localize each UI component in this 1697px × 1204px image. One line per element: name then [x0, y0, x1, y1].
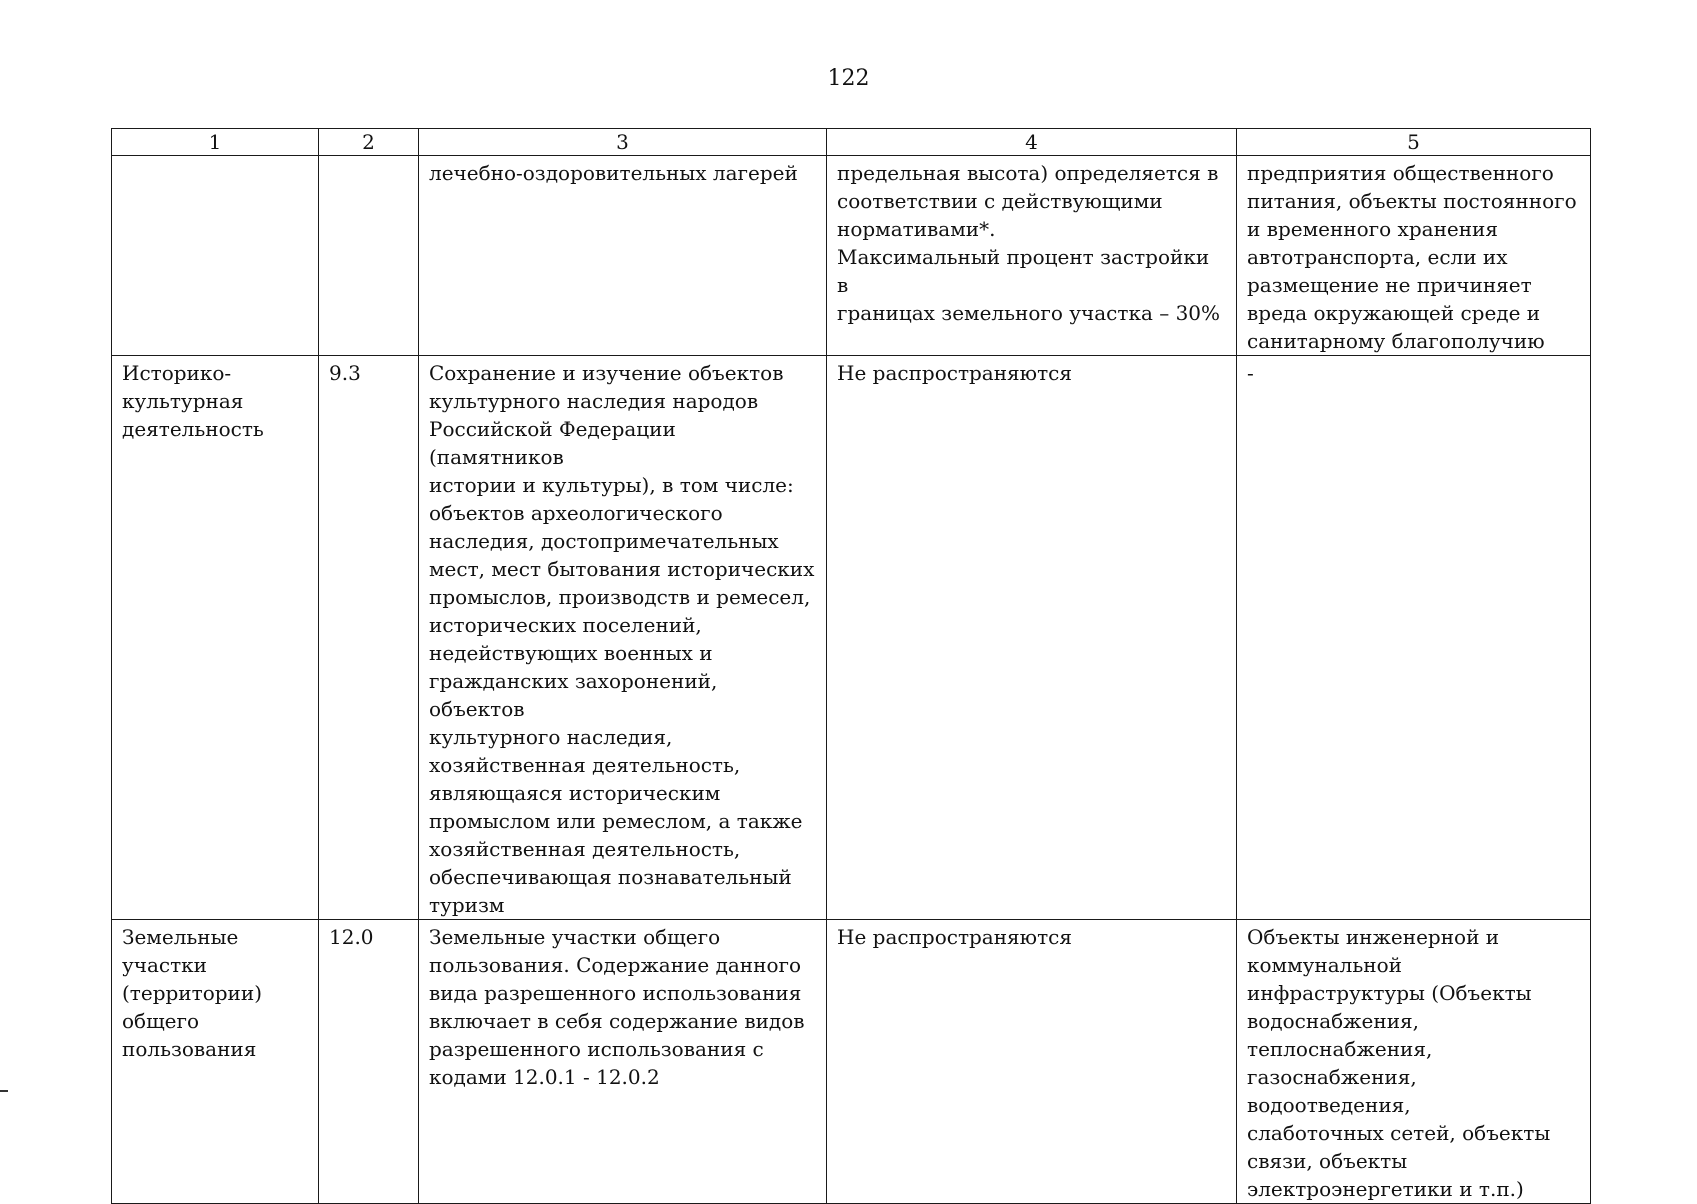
use-description-cell: Сохранение и изучение объектов культурного наследия народов Российской Федерации (памятников истории и культуры), в том числе: объектов археологического наследия, достопримечательных мест, мест бытования исторических промыслов, производств и ремесел, исторических поселений, недействующих военных и гражданских захоронений, объектов культурного наследия, хозяйственная деятельность, являющаяся историческим промыслом или ремеслом, а также хозяйственная деятельность, обеспечивающая познавательный туризм	[419, 356, 827, 920]
column-header-4: 4	[827, 129, 1237, 156]
page-number: 122	[827, 66, 870, 91]
use-name-cell: Земельные участки (территории) общего пользования	[112, 920, 319, 1204]
auxiliary-uses-cell: предприятия общественного питания, объекты постоянного и временного хранения автотранспорта, если их размещение не причиняет вреда окружающей среде и санитарному благополучию	[1237, 156, 1591, 356]
table-row	[112, 156, 1591, 356]
use-description-cell: лечебно-оздоровительных лагерей	[419, 156, 827, 356]
parameters-cell: предельная высота) определяется в соответствии с действующими нормативами*. Максимальный процент застройки в границах земельного участка – 30%	[827, 156, 1237, 356]
column-header-1: 1	[112, 129, 319, 156]
parameters-cell: Не распространяются	[827, 920, 1237, 1204]
use-description-cell: Земельные участки общего пользования. Содержание данного вида разрешенного использования включает в себя содержание видов разрешенного использования с кодами 12.0.1 - 12.0.2	[419, 920, 827, 1204]
header-row	[112, 129, 1591, 156]
use-name-cell	[112, 156, 319, 356]
column-header-2: 2	[319, 129, 419, 156]
use-code-cell: 9.3	[319, 356, 419, 920]
column-header-3: 3	[419, 129, 827, 156]
auxiliary-uses-cell: -	[1237, 356, 1591, 920]
zoning-table	[111, 128, 1591, 1204]
scan-edge-mark	[0, 1090, 8, 1092]
table-row	[112, 356, 1591, 920]
use-code-cell	[319, 156, 419, 356]
auxiliary-uses-cell: Объекты инженерной и коммунальной инфраструктуры (Объекты водоснабжения, теплоснабжения, газоснабжения, водоотведения, слаботочных сетей, объекты связи, объекты электроэнергетики и т.п.)	[1237, 920, 1591, 1204]
table-row	[112, 920, 1591, 1204]
column-header-5: 5	[1237, 129, 1591, 156]
use-code-cell: 12.0	[319, 920, 419, 1204]
use-name-cell: Историко- культурная деятельность	[112, 356, 319, 920]
parameters-cell: Не распространяются	[827, 356, 1237, 920]
